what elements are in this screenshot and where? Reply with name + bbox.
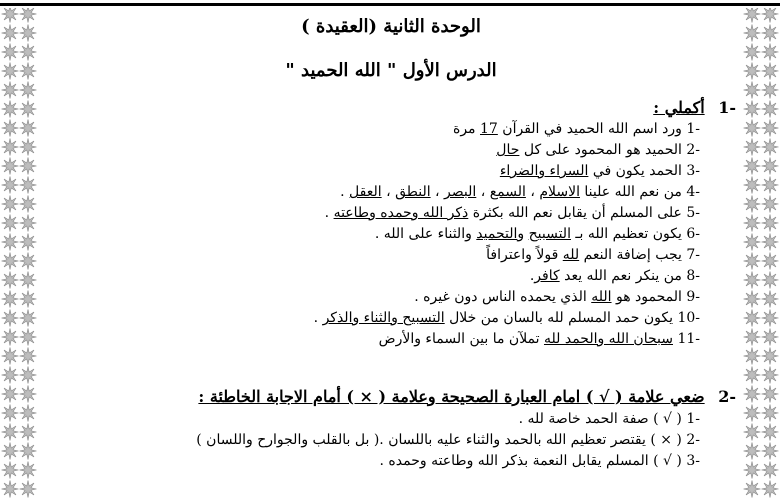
star-ornament bbox=[20, 291, 37, 308]
unit-title: الوحدة الثانية (العقيدة ) bbox=[301, 16, 481, 37]
completion-item bbox=[60, 308, 700, 329]
star-ornament bbox=[744, 481, 761, 498]
star-ornament bbox=[2, 462, 19, 479]
star-ornament bbox=[762, 120, 779, 137]
item-text: يكون تعظيم الله بـ bbox=[570, 226, 687, 242]
true-false-item bbox=[60, 409, 700, 430]
star-ornament bbox=[762, 443, 779, 460]
star-ornament bbox=[20, 158, 37, 175]
star-ornament bbox=[2, 291, 19, 308]
star-ornament bbox=[2, 443, 19, 460]
item-number: -3 bbox=[686, 163, 700, 179]
completion-list bbox=[60, 119, 700, 350]
answer-text: السمع bbox=[489, 184, 526, 200]
answer-text: البصر bbox=[444, 184, 477, 200]
section2-title: ضعي علامة ( √ ) امام العبارة الصحيحة وعلامة ( × ) أمام الاجابة الخاطئة : bbox=[198, 387, 705, 406]
star-ornament bbox=[2, 82, 19, 99]
completion-item bbox=[60, 329, 700, 350]
star-ornament bbox=[20, 348, 37, 365]
star-ornament bbox=[2, 310, 19, 327]
star-ornament bbox=[762, 405, 779, 422]
star-ornament bbox=[762, 481, 779, 498]
star-ornament bbox=[20, 196, 37, 213]
star-ornament bbox=[20, 177, 37, 194]
star-ornament bbox=[762, 329, 779, 346]
star-ornament bbox=[2, 424, 19, 441]
star-ornament bbox=[2, 25, 19, 42]
star-ornament bbox=[744, 82, 761, 99]
star-ornament bbox=[744, 462, 761, 479]
star-ornament bbox=[20, 310, 37, 327]
star-ornament bbox=[744, 443, 761, 460]
star-ornament bbox=[20, 329, 37, 346]
item-text: يقتصر تعظيم الله بالحمد والثناء عليه باللسان .( بل بالقلب والجوارح واللسان ) bbox=[196, 432, 651, 448]
item-text: . bbox=[529, 268, 535, 284]
star-ornament bbox=[762, 348, 779, 365]
item-text: قولاً واعترافاً bbox=[486, 247, 563, 263]
star-ornament bbox=[762, 196, 779, 213]
star-ornament bbox=[762, 158, 779, 175]
star-ornament bbox=[762, 386, 779, 403]
star-ornament bbox=[20, 234, 37, 251]
completion-item bbox=[60, 140, 700, 161]
item-text: والثناء على الله . bbox=[374, 226, 477, 242]
star-ornament bbox=[20, 101, 37, 118]
star-ornament bbox=[20, 462, 37, 479]
item-text: . bbox=[340, 184, 350, 200]
answer-text: التسبيح والثناء والذكر bbox=[322, 310, 445, 326]
star-ornament bbox=[744, 158, 761, 175]
star-ornament bbox=[2, 348, 19, 365]
star-ornament bbox=[20, 405, 37, 422]
completion-item bbox=[60, 161, 700, 182]
item-number: -6 bbox=[686, 226, 700, 242]
item-number: -5 bbox=[686, 205, 700, 221]
completion-item bbox=[60, 182, 700, 203]
star-ornament bbox=[744, 386, 761, 403]
star-ornament bbox=[2, 272, 19, 289]
answer-text: النطق bbox=[395, 184, 431, 200]
section1-heading bbox=[46, 98, 736, 117]
star-ornament bbox=[744, 253, 761, 270]
star-ornament bbox=[744, 424, 761, 441]
item-number: -3 bbox=[686, 453, 700, 469]
star-ornament bbox=[2, 386, 19, 403]
star-ornament bbox=[20, 424, 37, 441]
star-ornament bbox=[20, 8, 37, 23]
section2-heading bbox=[46, 387, 736, 406]
star-ornament bbox=[20, 253, 37, 270]
star-ornament bbox=[762, 215, 779, 232]
star-ornament bbox=[2, 367, 19, 384]
item-text: المسلم يقابل النعمة بذكر الله وطاعته وحمده . bbox=[379, 453, 654, 469]
answer-text: السراء والضراء bbox=[499, 163, 589, 179]
item-text: الذي يحمده الناس دون غيره . bbox=[414, 289, 592, 305]
right-ornamental-border bbox=[742, 8, 780, 500]
star-ornament bbox=[744, 8, 761, 23]
ornament-column bbox=[742, 8, 780, 500]
item-number: -2 bbox=[686, 432, 700, 448]
item-text: صفة الحمد خاصة لله . bbox=[518, 411, 654, 427]
star-ornament bbox=[2, 120, 19, 137]
star-ornament bbox=[20, 481, 37, 498]
answer-text: 17 bbox=[480, 121, 498, 137]
star-ornament bbox=[2, 158, 19, 175]
answer-mark: ( × ) bbox=[650, 432, 687, 448]
completion-item bbox=[60, 203, 700, 224]
item-text: . bbox=[324, 205, 334, 221]
answer-text: كافر bbox=[534, 268, 560, 284]
star-ornament bbox=[744, 120, 761, 137]
item-text: مرة bbox=[453, 121, 481, 137]
star-ornament bbox=[762, 272, 779, 289]
star-ornament bbox=[762, 234, 779, 251]
answer-mark: ( √ ) bbox=[653, 411, 687, 427]
answer-text: سبحان الله والحمد لله bbox=[543, 331, 673, 347]
answer-text: العقل bbox=[349, 184, 382, 200]
item-text: ، bbox=[525, 184, 540, 200]
item-number: -8 bbox=[686, 268, 700, 284]
star-ornament bbox=[2, 8, 19, 23]
star-ornament bbox=[744, 405, 761, 422]
left-ornamental-border bbox=[0, 8, 38, 500]
star-ornament bbox=[20, 443, 37, 460]
item-text: ، bbox=[381, 184, 396, 200]
star-ornament bbox=[762, 44, 779, 61]
worksheet-content bbox=[46, 6, 736, 500]
completion-item bbox=[60, 287, 700, 308]
answer-text: حال bbox=[496, 142, 520, 158]
star-ornament bbox=[762, 25, 779, 42]
star-ornament bbox=[744, 310, 761, 327]
item-text: . bbox=[313, 310, 323, 326]
star-ornament bbox=[744, 139, 761, 156]
star-ornament bbox=[744, 215, 761, 232]
answer-text: الله bbox=[591, 289, 612, 305]
star-ornament bbox=[744, 25, 761, 42]
star-ornament bbox=[762, 8, 779, 23]
star-ornament bbox=[20, 386, 37, 403]
star-ornament bbox=[20, 139, 37, 156]
item-number: -10 bbox=[677, 310, 700, 326]
star-ornament bbox=[2, 481, 19, 498]
section2-number: -2 bbox=[718, 387, 736, 406]
star-ornament bbox=[2, 139, 19, 156]
star-ornament bbox=[20, 120, 37, 137]
star-ornament bbox=[20, 25, 37, 42]
star-ornament bbox=[762, 82, 779, 99]
answer-mark: ( √ ) bbox=[653, 453, 687, 469]
star-ornament bbox=[20, 215, 37, 232]
star-ornament bbox=[744, 272, 761, 289]
star-ornament bbox=[2, 177, 19, 194]
star-ornament bbox=[744, 196, 761, 213]
true-false-item bbox=[60, 451, 700, 472]
star-ornament bbox=[744, 329, 761, 346]
answer-text: التسبيح bbox=[528, 226, 571, 242]
star-ornament bbox=[744, 291, 761, 308]
item-text: ، bbox=[476, 184, 490, 200]
item-text: الحمد يكون في bbox=[588, 163, 687, 179]
true-false-item bbox=[60, 430, 700, 451]
item-text: يكون حمد المسلم لله بالسان من خلال bbox=[444, 310, 678, 326]
star-ornament bbox=[2, 405, 19, 422]
answer-text: ذكر الله وحمده وطاعته bbox=[333, 205, 469, 221]
star-ornament bbox=[744, 101, 761, 118]
star-ornament bbox=[762, 424, 779, 441]
star-ornament bbox=[744, 63, 761, 80]
section1-title: أكملي : bbox=[653, 98, 705, 117]
completion-item bbox=[60, 119, 700, 140]
star-ornament bbox=[762, 101, 779, 118]
star-ornament bbox=[20, 272, 37, 289]
item-text: و bbox=[517, 226, 529, 242]
section1-number: -1 bbox=[718, 98, 736, 117]
star-ornament bbox=[744, 367, 761, 384]
star-ornament bbox=[762, 177, 779, 194]
star-ornament bbox=[20, 367, 37, 384]
item-text: ورد اسم الله الحميد في القرآن bbox=[497, 121, 687, 137]
star-ornament bbox=[762, 253, 779, 270]
item-text: المحمود هو bbox=[611, 289, 687, 305]
item-text: من نعم الله علينا bbox=[579, 184, 687, 200]
item-number: -7 bbox=[686, 247, 700, 263]
item-number: -9 bbox=[686, 289, 700, 305]
star-ornament bbox=[20, 82, 37, 99]
star-ornament bbox=[762, 310, 779, 327]
completion-item bbox=[60, 266, 700, 287]
star-ornament bbox=[2, 44, 19, 61]
star-ornament bbox=[2, 253, 19, 270]
completion-item bbox=[60, 245, 700, 266]
answer-text: الاسلام bbox=[539, 184, 580, 200]
item-number: -1 bbox=[686, 411, 700, 427]
star-ornament bbox=[762, 462, 779, 479]
item-number: -1 bbox=[686, 121, 700, 137]
item-text: ، bbox=[430, 184, 445, 200]
item-number: -4 bbox=[686, 184, 700, 200]
star-ornament bbox=[2, 63, 19, 80]
item-text: الحميد هو المحمود على كل bbox=[519, 142, 687, 158]
completion-item bbox=[60, 224, 700, 245]
star-ornament bbox=[2, 329, 19, 346]
true-false-list bbox=[60, 409, 700, 472]
item-number: -2 bbox=[686, 142, 700, 158]
item-number: -11 bbox=[677, 331, 700, 347]
answer-text: لله bbox=[562, 247, 580, 263]
star-ornament bbox=[2, 196, 19, 213]
star-ornament bbox=[744, 234, 761, 251]
lesson-title: الدرس الأول " الله الحميد " bbox=[285, 60, 497, 81]
star-ornament bbox=[762, 291, 779, 308]
star-ornament bbox=[2, 101, 19, 118]
item-text: على المسلم أن يقابل نعم الله بكثرة bbox=[468, 205, 687, 221]
item-text: تملآن ما بين السماء والأرض bbox=[378, 331, 544, 347]
star-ornament bbox=[762, 63, 779, 80]
answer-text: التحميد bbox=[476, 226, 518, 242]
star-ornament bbox=[20, 63, 37, 80]
star-ornament bbox=[744, 177, 761, 194]
star-ornament bbox=[762, 139, 779, 156]
star-ornament bbox=[744, 348, 761, 365]
star-ornament bbox=[762, 367, 779, 384]
star-ornament bbox=[2, 215, 19, 232]
star-ornament bbox=[20, 44, 37, 61]
item-text: من ينكر نعم الله يعد bbox=[559, 268, 687, 284]
ornament-column bbox=[0, 8, 38, 500]
star-ornament bbox=[2, 234, 19, 251]
item-text: يجب إضافة النعم bbox=[579, 247, 687, 263]
star-ornament bbox=[744, 44, 761, 61]
